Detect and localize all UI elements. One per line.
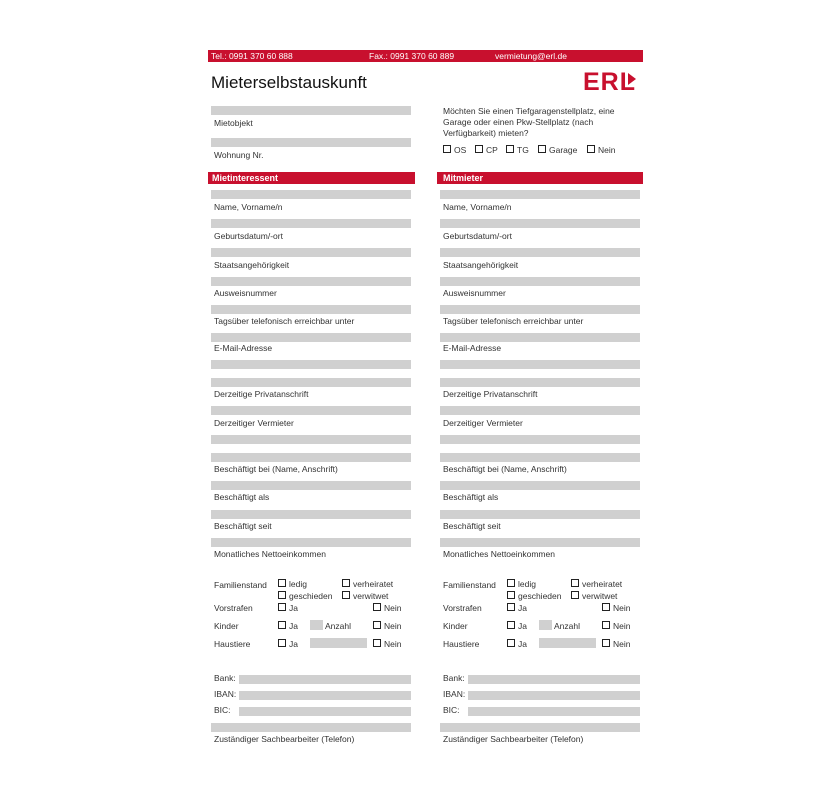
logo-arrow-icon xyxy=(628,73,636,85)
anschrift-input-line2[interactable] xyxy=(440,378,640,387)
name-label: Name, Vorname/n xyxy=(214,202,283,212)
parking-option-os[interactable]: OS xyxy=(443,145,466,155)
bank-input[interactable] xyxy=(468,675,640,684)
checkbox-icon xyxy=(342,591,350,599)
haustiere-ja-checkbox[interactable]: Ja xyxy=(278,639,298,649)
sachbearbeiter-input[interactable] xyxy=(440,723,640,732)
haustiere-nein-checkbox[interactable]: Nein xyxy=(602,639,630,649)
geburt-label: Geburtsdatum/-ort xyxy=(214,231,283,241)
verheiratet-checkbox[interactable]: verheiratet xyxy=(571,579,622,589)
staat-input[interactable] xyxy=(211,248,411,257)
checkbox-icon xyxy=(443,145,451,153)
checkbox-icon xyxy=(278,579,286,587)
checkbox-icon xyxy=(342,579,350,587)
haustiere-nein-checkbox[interactable]: Nein xyxy=(373,639,401,649)
arbeitgeber-input-line1[interactable] xyxy=(440,435,640,444)
sachbearbeiter-label: Zuständiger Sachbearbeiter (Telefon) xyxy=(214,734,355,744)
ausweis-input[interactable] xyxy=(211,277,411,286)
ausweis-input[interactable] xyxy=(440,277,640,286)
mietobjekt-input[interactable] xyxy=(211,106,411,115)
checkbox-icon xyxy=(602,603,610,611)
kinder-label: Kinder xyxy=(214,621,239,631)
geburt-input[interactable] xyxy=(440,219,640,228)
vorstrafen-label: Vorstrafen xyxy=(443,603,482,613)
bank-label: Bank: xyxy=(443,673,465,683)
netto-label: Monatliches Nettoeinkommen xyxy=(443,549,555,559)
vorstrafen-ja-checkbox[interactable]: Ja xyxy=(278,603,298,613)
haustiere-label: Haustiere xyxy=(214,639,251,649)
checkbox-icon xyxy=(278,603,286,611)
vermieter-input[interactable] xyxy=(440,406,640,415)
parking-option-cp[interactable]: CP xyxy=(475,145,498,155)
staat-label: Staatsangehörigkeit xyxy=(214,260,290,270)
staat-label: Staatsangehörigkeit xyxy=(443,260,519,270)
name-label: Name, Vorname/n xyxy=(443,202,512,212)
fax-number: Fax.: 0991 370 60 889 xyxy=(369,51,455,61)
checkbox-icon xyxy=(507,603,515,611)
email-address: vermietung@erl.de xyxy=(495,51,567,61)
email-input[interactable] xyxy=(440,333,640,342)
haustiere-input[interactable] xyxy=(539,638,596,648)
checkbox-icon xyxy=(602,621,610,629)
checkbox-icon xyxy=(506,145,514,153)
checkbox-icon xyxy=(278,621,286,629)
parking-option-tg[interactable]: TG xyxy=(506,145,529,155)
parking-option-garage[interactable]: Garage xyxy=(538,145,577,155)
kinder-ja-checkbox[interactable]: Ja xyxy=(278,621,298,631)
staat-input[interactable] xyxy=(440,248,640,257)
checkbox-icon xyxy=(507,591,515,599)
arbeitgeber-label: Beschäftigt bei (Name, Anschrift) xyxy=(443,464,567,474)
kinder-ja-checkbox[interactable]: Ja xyxy=(507,621,527,631)
telefon-label: Tagsüber telefonisch erreichbar unter xyxy=(443,316,584,326)
geburt-input[interactable] xyxy=(211,219,411,228)
als-input[interactable] xyxy=(211,481,411,490)
bic-label: BIC: xyxy=(443,705,460,715)
geburt-label: Geburtsdatum/-ort xyxy=(443,231,512,241)
vorstrafen-nein-checkbox[interactable]: Nein xyxy=(602,603,630,613)
anschrift-input-line1[interactable] xyxy=(440,360,640,369)
als-label: Beschäftigt als xyxy=(443,492,499,502)
bic-input[interactable] xyxy=(468,707,640,716)
haustiere-ja-checkbox[interactable]: Ja xyxy=(507,639,527,649)
name-input[interactable] xyxy=(211,190,411,199)
vermieter-label: Derzeitiger Vermieter xyxy=(443,418,523,428)
kinder-nein-checkbox[interactable]: Nein xyxy=(602,621,630,631)
mietobjekt-label: Mietobjekt xyxy=(214,118,253,128)
ledig-checkbox[interactable]: ledig xyxy=(507,579,536,589)
checkbox-icon xyxy=(507,639,515,647)
checkbox-icon xyxy=(373,621,381,629)
geschieden-checkbox[interactable]: geschieden xyxy=(507,591,561,601)
checkbox-icon xyxy=(475,145,483,153)
ausweis-label: Ausweisnummer xyxy=(443,288,506,298)
bank-label: Bank: xyxy=(214,673,236,683)
email-input[interactable] xyxy=(211,333,411,342)
anschrift-label: Derzeitige Privatanschrift xyxy=(443,389,538,399)
ausweis-label: Ausweisnummer xyxy=(214,288,277,298)
iban-input[interactable] xyxy=(468,691,640,700)
page-title: Mieterselbstauskunft xyxy=(211,73,367,92)
vorstrafen-ja-checkbox[interactable]: Ja xyxy=(507,603,527,613)
contact-bar xyxy=(208,50,643,62)
kinder-anzahl-input[interactable] xyxy=(539,620,552,630)
vermieter-input[interactable] xyxy=(211,406,411,415)
anschrift-label: Derzeitige Privatanschrift xyxy=(214,389,309,399)
bic-label: BIC: xyxy=(214,705,231,715)
arbeitgeber-input-line2[interactable] xyxy=(440,453,640,462)
company-logo: ERL xyxy=(583,68,636,96)
telefon-input[interactable] xyxy=(440,305,640,314)
iban-input[interactable] xyxy=(239,691,411,700)
vorstrafen-nein-checkbox[interactable]: Nein xyxy=(373,603,401,613)
arbeitgeber-input-line2[interactable] xyxy=(211,453,411,462)
anschrift-input-line1[interactable] xyxy=(211,360,411,369)
telefon-input[interactable] xyxy=(211,305,411,314)
bank-input[interactable] xyxy=(239,675,411,684)
email-label: E-Mail-Adresse xyxy=(443,343,502,353)
netto-input[interactable] xyxy=(440,538,640,547)
checkbox-icon xyxy=(373,639,381,647)
checkbox-icon xyxy=(373,603,381,611)
haustiere-label: Haustiere xyxy=(443,639,480,649)
seit-label: Beschäftigt seit xyxy=(443,521,501,531)
vermieter-label: Derzeitiger Vermieter xyxy=(214,418,294,428)
telefon-label: Tagsüber telefonisch erreichbar unter xyxy=(214,316,355,326)
anzahl-label: Anzahl xyxy=(325,621,351,631)
iban-label: IBAN: xyxy=(443,689,466,699)
arbeitgeber-label: Beschäftigt bei (Name, Anschrift) xyxy=(214,464,338,474)
checkbox-icon xyxy=(278,591,286,599)
checkbox-icon xyxy=(507,579,515,587)
bic-input[interactable] xyxy=(239,707,411,716)
familienstand-label: Familienstand xyxy=(443,580,496,590)
anzahl-label: Anzahl xyxy=(554,621,580,631)
checkbox-icon xyxy=(278,639,286,647)
seit-input[interactable] xyxy=(440,510,640,519)
vorstrafen-label: Vorstrafen xyxy=(214,603,253,613)
sachbearbeiter-label: Zuständiger Sachbearbeiter (Telefon) xyxy=(443,734,584,744)
seit-label: Beschäftigt seit xyxy=(214,521,272,531)
familienstand-label: Familienstand xyxy=(214,580,267,590)
kinder-label: Kinder xyxy=(443,621,468,631)
als-label: Beschäftigt als xyxy=(214,492,270,502)
checkbox-icon xyxy=(602,639,610,647)
netto-label: Monatliches Nettoeinkommen xyxy=(214,549,326,559)
netto-input[interactable] xyxy=(211,538,411,547)
checkbox-icon xyxy=(571,579,579,587)
checkbox-icon xyxy=(538,145,546,153)
seit-input[interactable] xyxy=(211,510,411,519)
checkbox-icon xyxy=(507,621,515,629)
name-input[interactable] xyxy=(440,190,640,199)
phone-number: Tel.: 0991 370 60 888 xyxy=(211,51,293,61)
arbeitgeber-input-line1[interactable] xyxy=(211,435,411,444)
checkbox-icon xyxy=(571,591,579,599)
section-header-mietinteressent: Mietinteressent xyxy=(208,172,415,184)
verwitwet-checkbox[interactable]: verwitwet xyxy=(342,591,388,601)
kinder-nein-checkbox[interactable]: Nein xyxy=(373,621,401,631)
geschieden-checkbox[interactable]: geschieden xyxy=(278,591,332,601)
sachbearbeiter-input[interactable] xyxy=(211,723,411,732)
email-label: E-Mail-Adresse xyxy=(214,343,273,353)
iban-label: IBAN: xyxy=(214,689,237,699)
anschrift-input-line2[interactable] xyxy=(211,378,411,387)
kinder-anzahl-input[interactable] xyxy=(310,620,323,630)
section-header-mitmieter: Mitmieter xyxy=(437,172,643,184)
verwitwet-checkbox[interactable]: verwitwet xyxy=(571,591,617,601)
parking-option-nein[interactable]: Nein xyxy=(587,145,615,155)
wohnung-input[interactable] xyxy=(211,138,411,147)
checkbox-icon xyxy=(587,145,595,153)
parking-question: Möchten Sie einen Tiefgaragenstellplatz, eine Garage oder einen Pkw-Stellplatz (nach Verfügbarkeit) mieten? xyxy=(443,106,615,138)
haustiere-input[interactable] xyxy=(310,638,367,648)
verheiratet-checkbox[interactable]: verheiratet xyxy=(342,579,393,589)
ledig-checkbox[interactable]: ledig xyxy=(278,579,307,589)
als-input[interactable] xyxy=(440,481,640,490)
wohnung-label: Wohnung Nr. xyxy=(214,150,264,160)
